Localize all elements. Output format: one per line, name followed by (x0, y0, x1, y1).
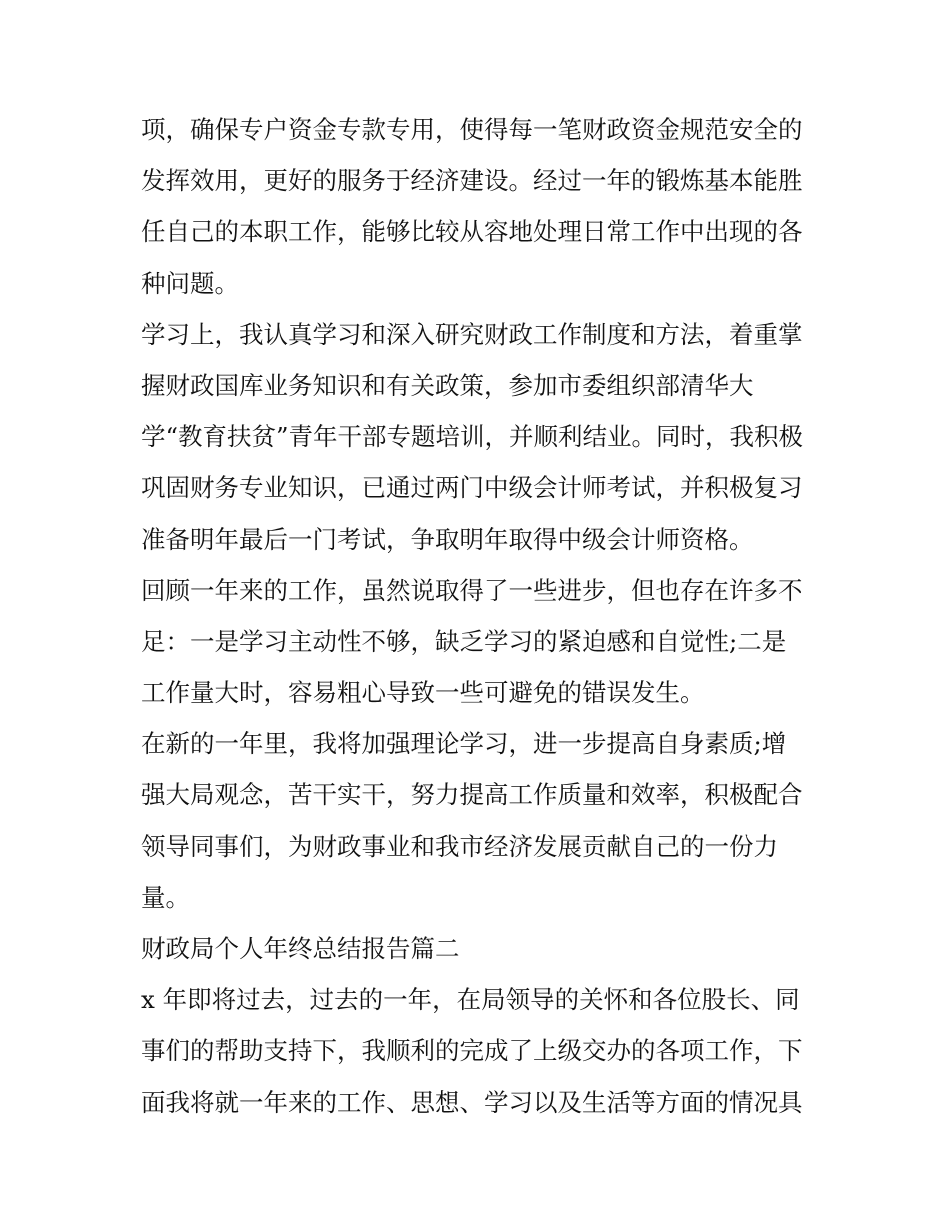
text-line: 项，确保专户资金专款专用，使得每一笔财政资金规范安全的 (141, 115, 803, 144)
text-line: x 年即将过去，过去的一年，在局领导的关怀和各位股长、同 (141, 985, 800, 1015)
text-line: 面我将就一年来的工作、思想、学习以及生活等方面的情况具 (141, 1087, 803, 1117)
text-line: 握财政国库业务知识和有关政策，参加市委组织部清华大 (141, 370, 754, 400)
text-line: 巩固财务专业知识，已通过两门中级会计师考试，并积极复习 (141, 473, 803, 503)
text-line: 强大局观念，苦干实干，努力提高工作质量和效率，积极配合 (141, 780, 803, 810)
text-line: 领导同事们，为财政事业和我市经济发展贡献自己的一份力 (141, 831, 778, 861)
text-line: 工作量大时，容易粗心导致一些可避免的错误发生。 (141, 678, 705, 708)
section-heading: 财政局个人年终总结报告篇二 (141, 934, 460, 963)
text-line: 任自己的本职工作，能够比较从容地处理日常工作中出现的各 (141, 217, 803, 247)
text-line: 事们的帮助支持下，我顺利的完成了上级交办的各项工作，下 (141, 1036, 803, 1066)
text-line: 回顾一年来的工作，虽然说取得了一些进步，但也存在许多不 (141, 575, 803, 605)
text-line: 量。 (141, 882, 190, 912)
text-line: 在新的一年里，我将加强理论学习，进一步提高自身素质;增 (141, 729, 787, 759)
text-line: 学习上，我认真学习和深入研究财政工作制度和方法，着重掌 (141, 319, 803, 349)
document-body (141, 104, 821, 1128)
text-line: 学“教育扶贫”青年干部专题培训，并顺利结业。同时，我积极 (141, 422, 804, 452)
text-line: 准备明年最后一门考试，争取明年取得中级会计师资格。 (141, 524, 754, 554)
text-line: 足：一是学习主动性不够，缺乏学习的紧迫感和自觉性;二是 (141, 626, 787, 656)
text-line: 种问题。 (141, 268, 239, 298)
text-line: 发挥效用，更好的服务于经济建设。经过一年的锻炼基本能胜 (141, 166, 803, 196)
